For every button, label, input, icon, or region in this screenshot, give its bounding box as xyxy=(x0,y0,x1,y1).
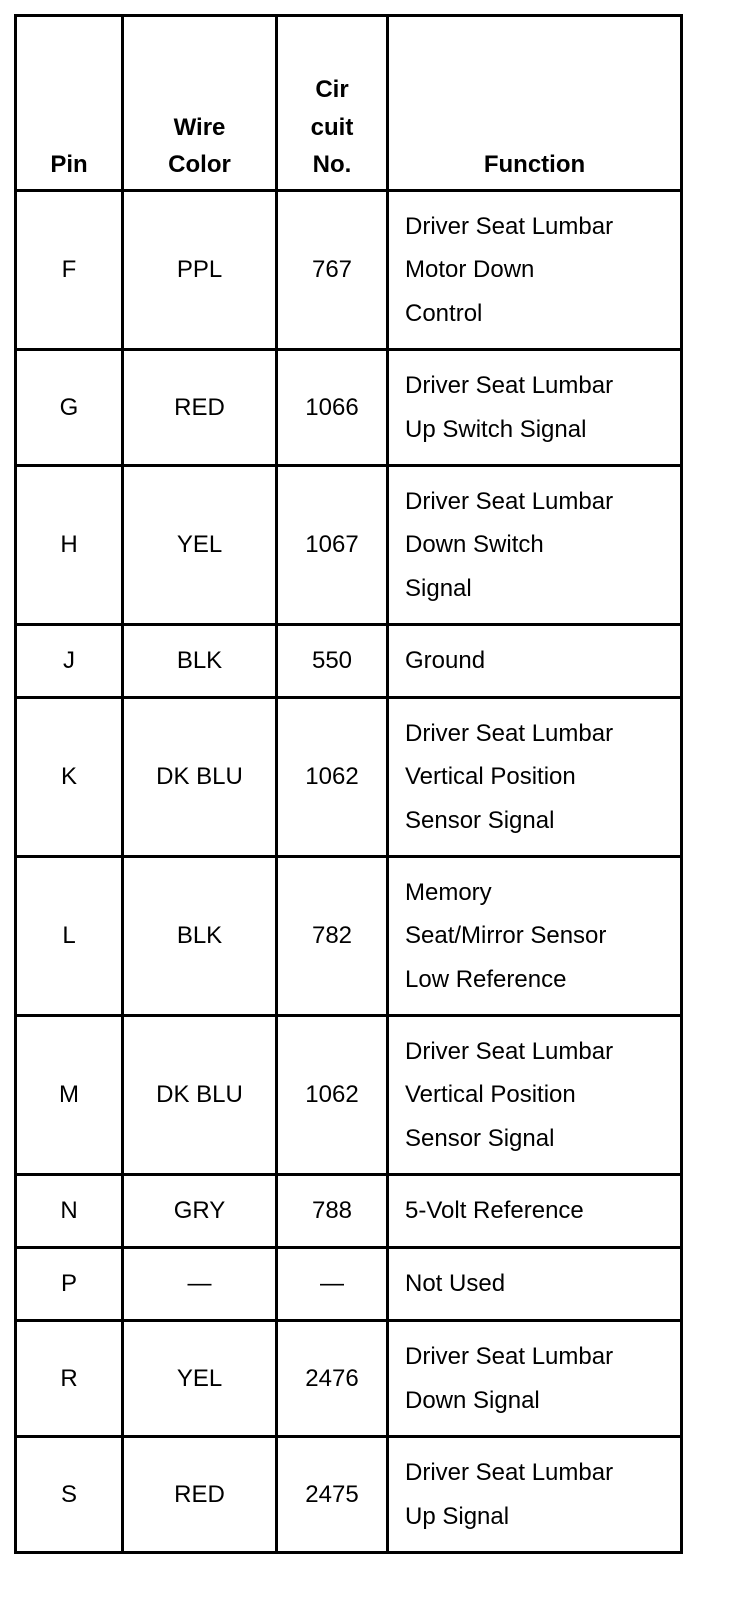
function-text-line: Driver Seat Lumbar xyxy=(405,213,614,241)
pin-cell: S xyxy=(16,1437,123,1553)
pin-cell: N xyxy=(16,1175,123,1248)
function-cell xyxy=(388,1437,682,1553)
function-text-line: Driver Seat Lumbar xyxy=(405,372,614,400)
function-text-line: Ground xyxy=(405,647,486,675)
table-row xyxy=(16,1321,682,1437)
function-text-line: Vertical Position xyxy=(405,763,576,791)
function-text-line: Signal xyxy=(405,574,472,602)
function-text-line: Control xyxy=(405,299,483,327)
table-row xyxy=(16,191,682,350)
circuit-number-cell: 1067 xyxy=(277,466,388,625)
circuit-number-cell: 1062 xyxy=(277,698,388,857)
wire-color-cell: PPL xyxy=(123,191,277,350)
function-text-line: Down Signal xyxy=(405,1386,540,1414)
circuit-number-cell: 2476 xyxy=(277,1321,388,1437)
function-text-line: Driver Seat Lumbar xyxy=(405,1459,614,1487)
wire-color-cell: RED xyxy=(123,1437,277,1553)
function-text-line: Up Signal xyxy=(405,1502,510,1530)
function-text-line: Driver Seat Lumbar xyxy=(405,720,614,748)
table-row xyxy=(16,698,682,857)
wire-color-cell: YEL xyxy=(123,1321,277,1437)
function-text-line: Sensor Signal xyxy=(405,1124,555,1152)
pin-cell: L xyxy=(16,857,123,1016)
circuit-number-cell: — xyxy=(277,1248,388,1321)
function-cell xyxy=(388,1248,682,1321)
circuit-number-cell: 788 xyxy=(277,1175,388,1248)
connector-pinout-table xyxy=(14,14,683,1554)
pin-column-header: Pin xyxy=(16,16,123,191)
function-text-line: Sensor Signal xyxy=(405,806,555,834)
circuit-number-cell: 550 xyxy=(277,625,388,698)
table-row xyxy=(16,857,682,1016)
function-cell xyxy=(388,191,682,350)
pin-cell: R xyxy=(16,1321,123,1437)
table-row xyxy=(16,1175,682,1248)
wire-color-column-header: Wire Color xyxy=(123,16,277,191)
pin-cell: K xyxy=(16,698,123,857)
function-cell xyxy=(388,698,682,857)
pin-cell: H xyxy=(16,466,123,625)
function-text-line: Low Reference xyxy=(405,965,567,993)
pin-cell: M xyxy=(16,1016,123,1175)
pin-cell: F xyxy=(16,191,123,350)
wire-color-cell: BLK xyxy=(123,857,277,1016)
function-text-line: Vertical Position xyxy=(405,1081,576,1109)
function-text-line: Up Switch Signal xyxy=(405,415,587,443)
function-text-line: Memory xyxy=(405,879,492,907)
function-column-header: Function xyxy=(388,16,682,191)
function-text-line: Driver Seat Lumbar xyxy=(405,488,614,516)
function-text-line: Motor Down xyxy=(405,256,535,284)
circuit-number-column-header: Cir cuit No. xyxy=(277,16,388,191)
circuit-number-cell: 767 xyxy=(277,191,388,350)
wire-color-cell: DK BLU xyxy=(123,698,277,857)
table-row xyxy=(16,1437,682,1553)
wire-color-cell: YEL xyxy=(123,466,277,625)
function-cell xyxy=(388,857,682,1016)
pin-cell: J xyxy=(16,625,123,698)
function-text-line: 5-Volt Reference xyxy=(405,1197,584,1225)
table-row xyxy=(16,625,682,698)
wire-color-cell: — xyxy=(123,1248,277,1321)
pin-cell: G xyxy=(16,350,123,466)
header-row xyxy=(16,16,682,191)
function-cell xyxy=(388,1175,682,1248)
wire-color-cell: DK BLU xyxy=(123,1016,277,1175)
circuit-number-cell: 1062 xyxy=(277,1016,388,1175)
table-row xyxy=(16,1016,682,1175)
function-cell xyxy=(388,466,682,625)
table-row xyxy=(16,350,682,466)
function-text-line: Driver Seat Lumbar xyxy=(405,1343,614,1371)
function-text-line: Not Used xyxy=(405,1270,506,1298)
wire-color-cell: RED xyxy=(123,350,277,466)
circuit-number-cell: 1066 xyxy=(277,350,388,466)
wire-color-cell: GRY xyxy=(123,1175,277,1248)
table-row xyxy=(16,1248,682,1321)
function-cell xyxy=(388,1016,682,1175)
circuit-number-cell: 782 xyxy=(277,857,388,1016)
circuit-number-cell: 2475 xyxy=(277,1437,388,1553)
function-cell xyxy=(388,1321,682,1437)
function-text-line: Seat/Mirror Sensor xyxy=(405,922,607,950)
table-row xyxy=(16,466,682,625)
function-cell xyxy=(388,350,682,466)
function-cell xyxy=(388,625,682,698)
function-text-line: Down Switch xyxy=(405,531,544,559)
wire-color-cell: BLK xyxy=(123,625,277,698)
pin-cell: P xyxy=(16,1248,123,1321)
function-text-line: Driver Seat Lumbar xyxy=(405,1038,614,1066)
